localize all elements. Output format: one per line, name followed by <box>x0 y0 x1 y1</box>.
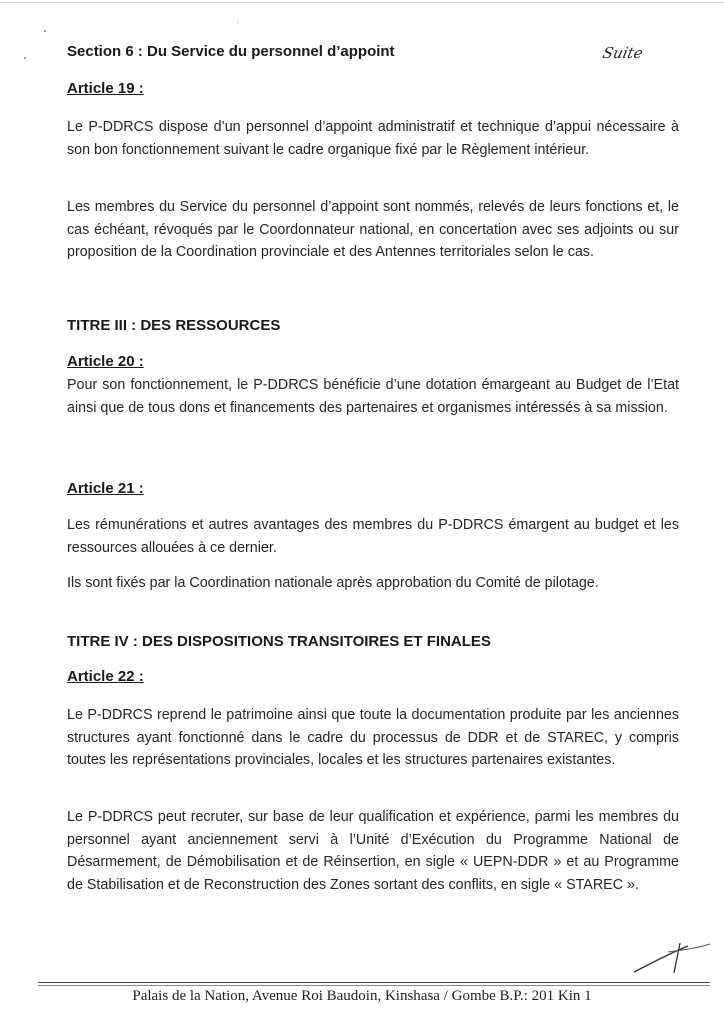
signature-mark <box>628 940 714 976</box>
titre-3-heading: TITRE III : DES RESSOURCES <box>67 317 281 334</box>
footer-address: Palais de la Nation, Avenue Roi Baudoin, Kinshasa / Gombe B.P.: 201 Kin 1 <box>132 988 592 1004</box>
article-19-paragraph-1: Le P-DDRCS dispose d’un personnel d’appoint administratif et technique d’appui nécessaire à son bon fonctionnement suivant le cadre organique fixé par le Règlement intérieur. <box>67 119 679 158</box>
article-19-heading: Article 19 : <box>67 80 144 97</box>
article-20-heading: Article 20 : <box>67 353 144 370</box>
article-22-paragraph-1: Le P-DDRCS reprend le patrimoine ainsi que toute la documentation produite par les anciennes structures ayant fonctionné dans le cadre du processus de DDR et de STAREC, y compris toutes les représentations provinciales, locales et les structures partenaires existantes. <box>67 707 679 768</box>
article-19-paragraph-2: Les membres du Service du personnel d’appoint sont nommés, relevés de leurs fonctions et, le cas échéant, révoqués par le Coordonnateur national, en concertation avec ses adjoints ou sur proposition de la Coordination provinciale et des Antennes territoriales selon le cas. <box>67 199 679 260</box>
article-22-heading: Article 22 : <box>67 668 144 685</box>
footer-rule <box>38 985 710 986</box>
article-21-heading: Article 21 : <box>67 480 144 497</box>
page-edge <box>0 2 724 3</box>
scan-speck <box>44 30 46 32</box>
article-21-paragraph-1: Les rémunérations et autres avantages des membres du P-DDRCS émargent au budget et les ressources allouées à ce dernier. <box>67 517 679 556</box>
footer-rule <box>38 982 710 983</box>
article-20-paragraph-1: Pour son fonctionnement, le P-DDRCS bénéficie d’une dotation émargeant au Budget de l’Etat ainsi que de tous dons et financements des partenaires et organismes intéressés à sa mission. <box>67 377 679 416</box>
article-22-paragraph-2: Le P-DDRCS peut recruter, sur base de leur qualification et expérience, parmi les membres du personnel ayant anciennement servi à l’Unité d’Exécution du Programme National de Désarmement, de Démobilisation et de Réinsertion, en sigle « UEPN-DDR » et au Programme de Stabilisation et de Reconstruction des Zones sortant des conflits, en sigle « STAREC ». <box>67 809 679 893</box>
suite-handwritten-note: Suite <box>601 44 645 62</box>
scan-speck <box>237 22 238 23</box>
section-title: Section 6 : Du Service du personnel d’appoint <box>67 43 395 60</box>
titre-4-heading: TITRE IV : DES DISPOSITIONS TRANSITOIRES ET FINALES <box>67 633 491 650</box>
article-21-paragraph-2: Ils sont fixés par la Coordination nationale après approbation du Comité de pilotage. <box>67 575 599 591</box>
scan-speck <box>24 57 26 59</box>
